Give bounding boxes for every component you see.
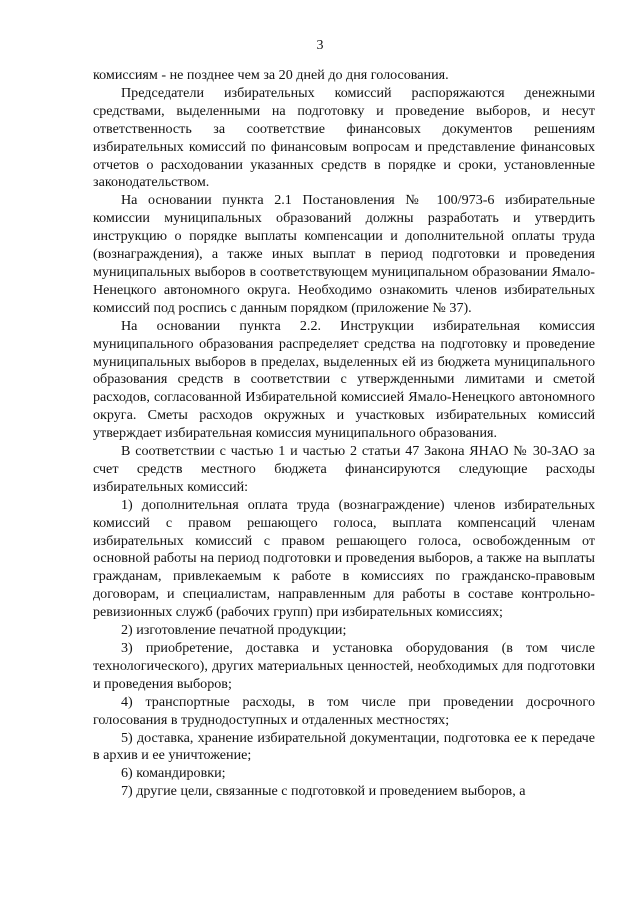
paragraph-law-article-47: В соответствии с частью 1 и частью 2 статьи 47 Закона ЯНАО № 30-ЗАО за счет средств местного бюджета финансируются следующие расходы избирательных комиссий: (93, 443, 595, 495)
paragraph-instruction-2-2: На основании пункта 2.2. Инструкции избирательная комиссия муниципального образования распределяет средства на подготовку и проведение муниципальных выборов в пределах, выделенных ей из бюджета муниципального образования средств в соответствии с утвержденными лимитами и сметой расходов, согласованной Избирательной комиссией Ямало-Ненецкого автономного округа. Сметы расходов окружных и участковых избирательных комиссий утверждает избирательная комиссия муниципального образования. (93, 317, 595, 442)
page-number: 3 (316, 38, 324, 53)
list-item-7: 7) другие цели, связанные с подготовкой и проведением выборов, а (121, 783, 526, 800)
list-item-5: 5) доставка, хранение избирательной документации, подготовка ее к передаче в архив и ее уничтожение; (93, 729, 595, 764)
document-body (93, 67, 595, 801)
paragraph-chairmen-funds: Председатели избирательных комиссий распоряжаются денежными средствами, выделенными на подготовку и проведение выборов, и несут ответственность за соответствие финансовых документов решениям избирательных комиссий по финансовым вопросам и представление финансовых отчетов о расходовании указанных средств в порядке и сроки, установленные законодательством. (93, 84, 595, 191)
list-item-4: 4) транспортные расходы, в том числе при проведении досрочного голосования в труднодоступных и отдаленных местностях; (93, 693, 595, 728)
list-item-2: 2) изготовление печатной продукции; (121, 622, 347, 639)
list-item-6: 6) командировки; (121, 765, 226, 782)
list-item-3: 3) приобретение, доставка и установка оборудования (в том числе технологического), других материальных ценностей, необходимых для подготовки и проведения выборов; (93, 640, 595, 692)
paragraph-continuation: комиссиям - не позднее чем за 20 дней до дня голосования. (93, 67, 449, 83)
paragraph-resolution-2-1: На основании пункта 2.1 Постановления № 100/973-6 избирательные комиссии муниципальных образований должны разработать и утвердить инструкцию о порядке выплаты компенсации и дополнительной оплаты труда (вознаграждения), а также иных выплат в период подготовки и проведения муниципальных выборов в соответствующем муниципальном образовании Ямало-Ненецкого автономного округа. Необходимо ознакомить членов избирательных комиссий под роспись с данным порядком (приложение № 37). (93, 192, 595, 316)
list-item-1: 1) дополнительная оплата труда (вознаграждение) членов избирательных комиссий с правом решающего голоса, выплата компенсаций членам избирательных комиссий с правом решающего голоса, освобожденным от основной работы на период подготовки и проведения выборов, а также на выплаты гражданам, привлекаемым к работе в комиссиях по гражданско-правовым договорам, и специалистам, направленным для работы в составе контрольно-ревизионных служб (рабочих групп) при избирательных комиссиях; (93, 496, 595, 621)
